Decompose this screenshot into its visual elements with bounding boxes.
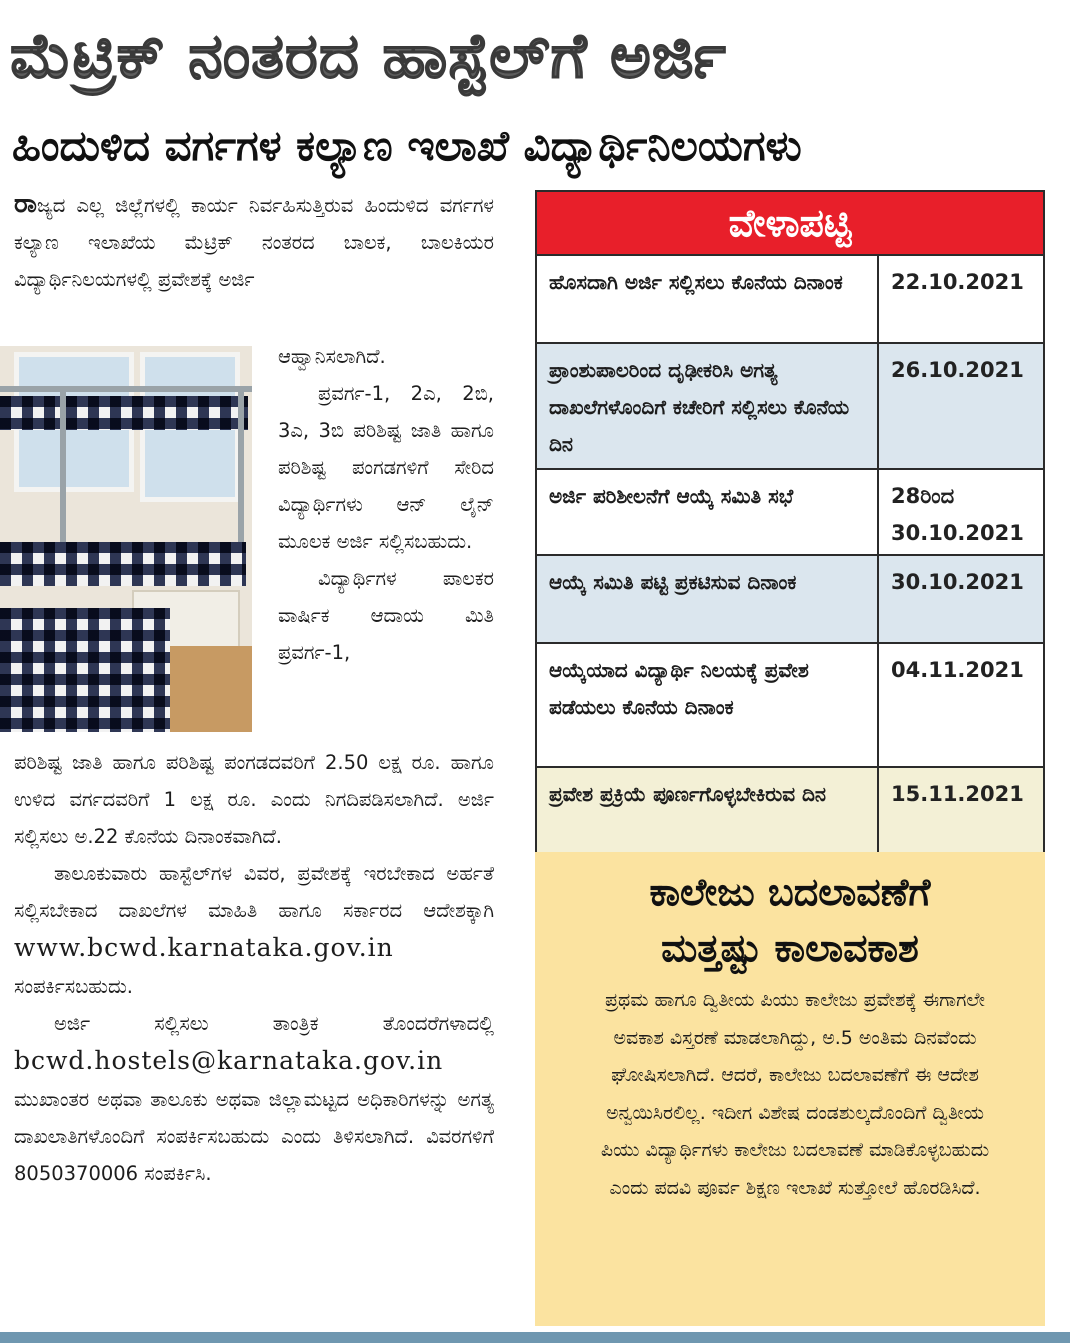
- schedule-title: ವೇಳಾಪಟ್ಟಿ: [537, 192, 1043, 256]
- lead-text: ಜ್ಯದ ಎಲ್ಲ ಜಿಲ್ಲೆಗಳಲ್ಲಿ ಕಾರ್ಯ ನಿರ್ವಹಿಸುತ್ತಿರುವ ಹಿಂದುಳಿದ ವರ್ಗಗಳ ಕಲ್ಯಾಣ ಇಲಾಖೆಯ ಮೆಟ್ರಿಕ್ ನಂತರದ ಬಾಲಕ, ಬಾಲಕಿಯರ ವಿದ್ಯಾರ್ಥಿನಿಲಯಗಳಲ್ಲಿ ಪ್ರವೇಶಕ್ಕೆ ಅರ್ಜಿ: [14, 194, 494, 291]
- schedule-label: ಪ್ರಾಂಶುಪಾಲರಿಂದ ದೃಢೀಕರಿಸಿ ಅಗತ್ಯ ದಾಖಲೆಗಳೊಂದಿಗೆ ಕಚೇರಿಗೆ ಸಲ್ಲಿಸಲು ಕೊನೆಯ ದಿನ: [537, 344, 879, 468]
- article-lead: [14, 186, 494, 336]
- schedule-date: 30.10.2021: [891, 570, 1024, 594]
- schedule-date: 22.10.2021: [891, 270, 1024, 294]
- schedule-date: 28ರಿಂದ 30.10.2021: [891, 484, 1024, 545]
- income-para: ಪರಿಶಿಷ್ಟ ಜಾತಿ ಹಾಗೂ ಪರಿಶಿಷ್ಟ ಪಂಗಡದವರಿಗೆ 2.50 ಲಕ್ಷ ರೂ. ಹಾಗೂ ಉಳಿದ ವರ್ಗದವರಿಗೆ 1 ಲಕ್ಷ ರೂ. ಎಂದು ನಿಗದಿಪಡಿಸಲಾಗಿದೆ. ಅರ್ಜಿ ಸಲ್ಲಿಸಲು ಅ.22 ಕೊನೆಯ ದಿನಾಂಕವಾಗಿದೆ.: [14, 751, 494, 848]
- bottom-border-bar: [0, 1332, 1070, 1343]
- college-box-body: ಪ್ರಥಮ ಹಾಗೂ ದ್ವಿತೀಯ ಪಿಯು ಕಾಲೇಜು ಪ್ರವೇಶಕ್ಕೆ ಈಗಾಗಲೇ ಅವಕಾಶ ವಿಸ್ತರಣೆ ಮಾಡಲಾಗಿದ್ದು, ಅ.5 ಅಂತಿಮ ದಿನವೆಂದು ಘೋಷಿಸಲಾಗಿದೆ. ಆದರೆ, ಕಾಲೇಜು ಬದಲಾವಣೆಗೆ ಈ ಆದೇಶ ಅನ್ವಯಿಸಿರಲಿಲ್ಲ. ಇದೀಗ ವಿಶೇಷ ದಂಡಶುಲ್ಕದೊಂದಿಗೆ ದ್ವಿತೀಯ ಪಿಯು ವಿದ್ಯಾರ್ಥಿಗಳು ಕಾಲೇಜು ಬದಲಾವಣೆ ಮಾಡಿಕೊಳ್ಳಬಹುದು ಎಂದು ಪದವಿ ಪೂರ್ವ ಶಿಕ್ಷಣ ಇಲಾಖೆ ಸುತ್ತೋಲೆ ಹೊರಡಿಸಿದೆ.: [600, 989, 990, 1199]
- wrap-para-2: ಪ್ರವರ್ಗ-1, 2ಎ, 2ಬಿ, 3ಎ, 3ಬಿ ಪರಿಶಿಷ್ಟ ಜಾತಿ ಹಾಗೂ ಪರಿಶಿಷ್ಟ ಪಂಗಡಗಳಿಗೆ ಸೇರಿದ ವಿದ್ಯಾರ್ಥಿಗಳು ಆನ್ ಲೈನ್ ಮೂಲಕ ಅರ್ಜಿ ಸಲ್ಲಿಸಬಹುದು.: [278, 382, 494, 553]
- middle-bed-mattress: [0, 542, 246, 586]
- schedule-label: ಆಯ್ಕೆಯಾದ ವಿದ್ಯಾರ್ಥಿ ನಿಲಯಕ್ಕೆ ಪ್ರವೇಶ ಪಡೆಯಲು ಕೊನೆಯ ದಿನಾಂಕ: [537, 644, 879, 766]
- help-para: ಅರ್ಜಿ ಸಲ್ಲಿಸಲು ತಾಂತ್ರಿಕ ತೊಂದರೆಗಳಾದಲ್ಲಿ bcwd.hostels@karnataka.gov.in ಮುಖಾಂತರ ಅಥವಾ ತಾಲೂಕು ಅಥವಾ ಜಿಲ್ಲಾಮಟ್ಟದ ಅಧಿಕಾರಿಗಳನ್ನು ಅಗತ್ಯ ದಾಖಲಾತಿಗಳೊಂದಿಗೆ ಸಂಪರ್ಕಿಸಬಹುದು ಎಂದು ತಿಳಿಸಲಾಗಿದೆ. ವಿವರಗಳಿಗೆ 8050370006 ಸಂಪರ್ಕಿಸಿ.: [14, 1012, 494, 1185]
- wrap-para-1: ಆಹ್ವಾನಿಸಲಾಗಿದೆ.: [278, 345, 386, 368]
- details-para: ತಾಲೂಕುವಾರು ಹಾಸ್ಟೆಲ್‌ಗಳ ವಿವರ, ಪ್ರವೇಶಕ್ಕೆ ಇರಬೇಕಾದ ಅರ್ಹತೆ ಸಲ್ಲಿಸಬೇಕಾದ ದಾಖಲೆಗಳ ಮಾಹಿತಿ ಹಾಗೂ ಸರ್ಕಾರದ ಆದೇಶಕ್ಕಾಗಿ www.bcwd.karnataka.gov.in ಸಂಪರ್ಕಿಸಬಹುದು.: [14, 862, 494, 998]
- schedule-label: ಅರ್ಜಿ ಪರಿಶೀಲನೆಗೆ ಆಯ್ಕೆ ಸಮಿತಿ ಸಭೆ: [537, 470, 879, 554]
- schedule-date: 15.11.2021: [891, 782, 1024, 806]
- schedule-date: 26.10.2021: [891, 358, 1024, 382]
- college-box-title: ಕಾಲೇಜು ಬದಲಾವಣೆಗೆ ಮತ್ತಷ್ಟು ಕಾಲಾವಕಾಶ: [649, 870, 931, 970]
- email-link[interactable]: bcwd.hostels@karnataka.gov.in: [14, 1046, 444, 1075]
- website-link[interactable]: www.bcwd.karnataka.gov.in: [14, 933, 394, 962]
- schedule-row: [537, 644, 1043, 768]
- schedule-label: ಪ್ರವೇಶ ಪ್ರಕ್ರಿಯೆ ಪೂರ್ಣಗೊಳ್ಳಬೇಕಿರುವ ದಿನ: [537, 768, 879, 854]
- schedule-label: ಆಯ್ಕೆ ಸಮಿತಿ ಪಟ್ಟಿ ಪ್ರಕಟಿಸುವ ದಿನಾಂಕ: [537, 556, 879, 642]
- upper-bunk-mattress: [0, 396, 248, 430]
- lower-bed-mattress: [0, 608, 170, 732]
- college-change-box: [535, 852, 1045, 1326]
- subheadline: ಹಿಂದುಳಿದ ವರ್ಗಗಳ ಕಲ್ಯಾಣ ಇಲಾಖೆ ವಿದ್ಯಾರ್ಥಿನಿಲಯಗಳು: [12, 121, 802, 170]
- schedule-row: [537, 344, 1043, 470]
- schedule-row: [537, 556, 1043, 644]
- article-wrap-column: [278, 338, 494, 748]
- dropcap: ರಾ: [14, 189, 37, 219]
- article-body: [14, 744, 494, 1304]
- schedule-row: [537, 470, 1043, 556]
- headline: ಮೆಟ್ರಿಕ್ ನಂತರದ ಹಾಸ್ಟೆಲ್‌ಗೆ ಅರ್ಜಿ: [10, 19, 727, 92]
- schedule-row: [537, 256, 1043, 344]
- hostel-room-photo: [0, 346, 252, 732]
- schedule-row: [537, 768, 1043, 854]
- schedule-label: ಹೊಸದಾಗಿ ಅರ್ಜಿ ಸಲ್ಲಿಸಲು ಕೊನೆಯ ದಿನಾಂಕ: [537, 256, 879, 342]
- schedule-table: [535, 190, 1045, 852]
- wrap-para-3: ವಿದ್ಯಾರ್ಥಿಗಳ ಪಾಲಕರ ವಾರ್ಷಿಕ ಆದಾಯ ಮಿತಿ ಪ್ರವರ್ಗ-1,: [278, 567, 494, 664]
- schedule-date: 04.11.2021: [891, 658, 1024, 682]
